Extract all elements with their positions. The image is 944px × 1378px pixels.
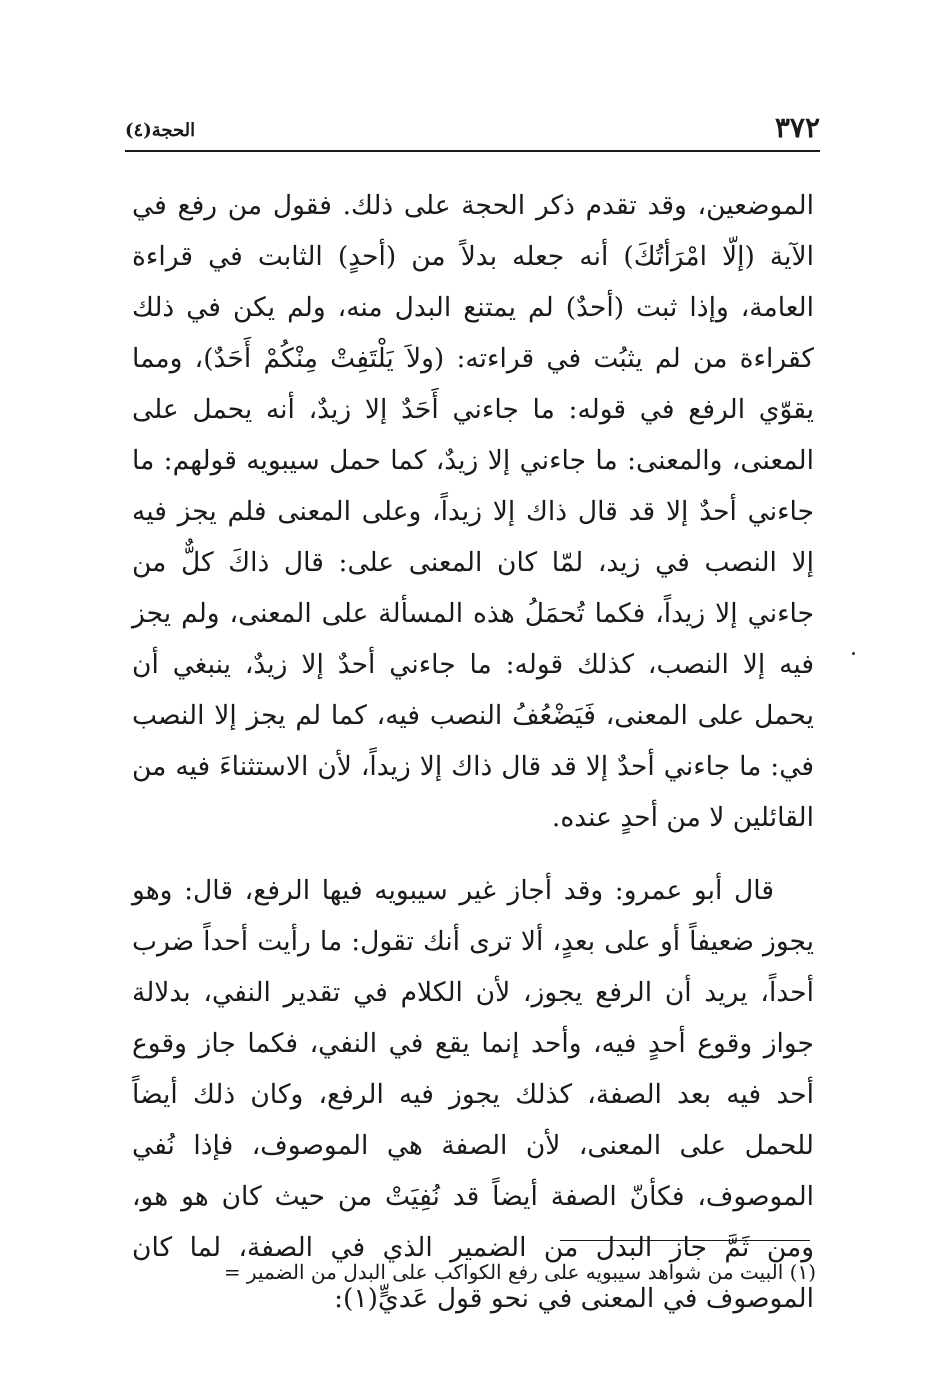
running-title: الحجة(٤) [125, 120, 196, 141]
paragraph: الموضعين، وقد تقدم ذكر الحجة على ذلك. فقول من رفع في الآية (إلّا امْرَأتُكَ) أنه جعله بدلاً من (أحدٍ) الثابت في قراءة العامة، وإذا ثبت (أحدٌ) لم يمتنع البدل منه، ولم يكن في ذلك كقراءة من لم يثبُت في قراءته: (ولاَ يَلْتَفِتْ مِنْكُمْ أَحَدٌ)، ومما يقوّي الرفع في قوله: ما جاءني أَحَدٌ إلا زيدٌ، أنه يحمل على المعنى، والمعنى: ما جاءني إلا زيدٌ، كما حمل سيبويه قولهم: ما جاءني أحدٌ إلا قد قال ذاك إلا زيداً، وعلى المعنى فلم يجز فيه إلا النصب في زيد، لمّا كان المعنى على: قال ذاكَ كلٌّ من جاءني إلا زيداً، فكما تُحمَلُ هذه المسألة على المعنى، ولم يجز فيه إلا النصب، كذلك قوله: ما جاءني أحدٌ إلا زيدٌ، ينبغي أن يحمل على المعنى، فَيَضْعُفُ النصب فيه، كما لم يجز إلا النصب في: ما جاءني أحدٌ إلا قد قال ذاك إلا زيداً، لأن الاستثناءَ فيه من القائلين لا من أحدٍ عنده. [132, 190, 815, 833]
footnote-separator [560, 1240, 810, 1241]
page-number: ٣٧٢ [774, 111, 820, 144]
page-header [125, 106, 820, 152]
paragraph: قال أبو عمرو: وقد أجاز غير سيبويه فيها الرفع، قال: وهو يجوز ضعيفاً أو على بعدٍ، ألا ترى أنك تقول: ما رأيت أحداً ضرب أحداً، يريد أن الرفع يجوز، لأن الكلام في تقدير النفي، بدلالة جواز وقوع أحدٍ فيه، وأحد إنما يقع في النفي، فكما جاز وقوع أحد فيه بعد الصفة، كذلك يجوز فيه الرفع، وكان ذلك أيضاً للحمل على المعنى، لأن الصفة هي الموصوف، فإذا نُفي الموصوف، فكأنّ الصفة أيضاً قد نُفِيَتْ من حيث كان هو هو، ومن ثَمَّ جاز البدل من الضمير الذي في الصفة، لما كان الموصوف في المعنى في نحو قول عَديٍّ(١): [132, 875, 814, 1314]
footnote: (١) البيت من شواهد سيبويه على رفع الكواكب على البدل من الضمير = [223, 1260, 816, 1284]
body-text [132, 180, 814, 1324]
margin-mark [852, 652, 855, 655]
